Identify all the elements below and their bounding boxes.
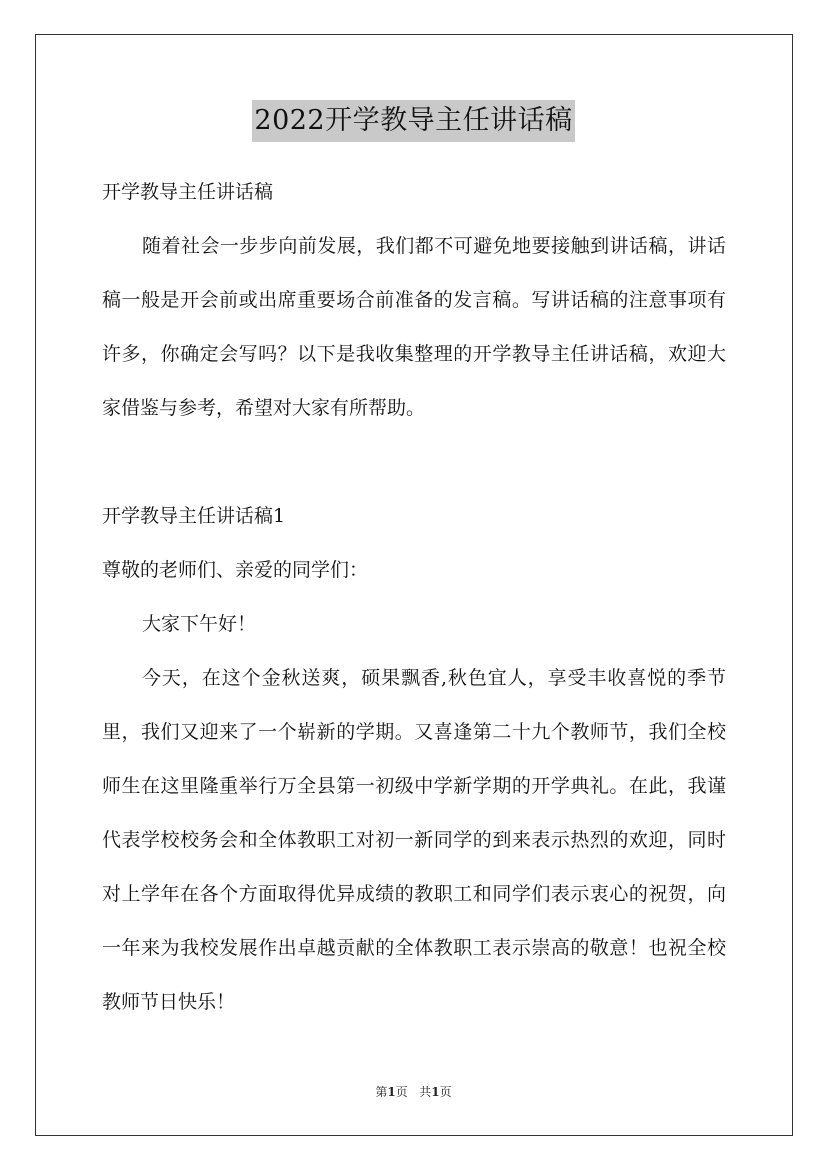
intro-paragraph: 随着社会一步步向前发展，我们都不可避免地要接触到讲话稿，讲话稿一般是开会前或出席重要场合前准备的发言稿。写讲话稿的注意事项有许多，你确定会写吗？以下是我收集整理的开学教导主任讲话稿，欢迎大家借鉴与参考，希望对大家有所帮助。 — [102, 235, 726, 419]
page-footer — [0, 1082, 827, 1102]
greeting: 大家下午好！ — [142, 613, 257, 635]
title-container — [0, 100, 827, 142]
total-number: 1 — [431, 1085, 440, 1099]
document-title: 2022开学教导主任讲话稿 — [252, 100, 574, 142]
document-subtitle: 开学教导主任讲话稿 — [102, 181, 274, 203]
document-body — [102, 165, 726, 1029]
section-title: 开学教导主任讲话稿1 — [102, 505, 286, 527]
page-number: 1 — [387, 1085, 396, 1099]
page-suffix: 页 — [395, 1085, 408, 1099]
paragraph-spacer — [102, 435, 726, 489]
total-suffix: 页 — [439, 1085, 452, 1099]
body-paragraph: 今天，在这个金秋送爽，硕果飘香,秋色宜人，享受丰收喜悦的季节里，我们又迎来了一个崭新的学期。又喜逢第二十九个教师节，我们全校师生在这里隆重举行万全县第一初级中学新学期的开学典礼。在此，我谨代表学校校务会和全体教职工对初一新同学的到来表示热烈的欢迎，同时对上学年在各个方面取得优异成绩的教职工和同学们表示衷心的祝贺，向一年来为我校发展作出卓越贡献的全体教职工表示崇高的敬意！也祝全校教师节日快乐！ — [102, 667, 726, 1013]
total-prefix: 共 — [419, 1085, 432, 1099]
page-prefix: 第 — [375, 1085, 388, 1099]
salutation: 尊敬的老师们、亲爱的同学们： — [102, 559, 369, 581]
